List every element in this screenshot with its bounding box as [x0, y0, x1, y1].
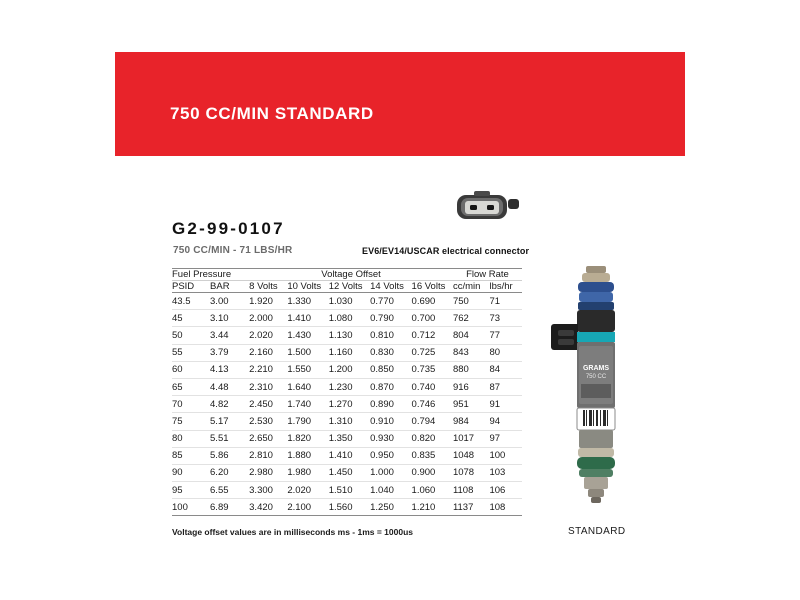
- table-row: [172, 430, 522, 447]
- cell-10v: 2.100: [287, 499, 328, 516]
- injector-image: [548, 264, 644, 522]
- column-header-12v: 12 Volts: [329, 281, 370, 293]
- cell-16v: 0.725: [412, 344, 453, 361]
- table-row: [172, 447, 522, 464]
- table-row: [172, 464, 522, 481]
- cell-bar: 6.89: [210, 499, 249, 516]
- group-header-voltage-offset: Voltage Offset: [249, 269, 453, 281]
- cell-10v: 1.500: [287, 344, 328, 361]
- cell-8v: 2.650: [249, 430, 287, 447]
- cell-12v: 1.510: [329, 482, 370, 499]
- cell-10v: 1.980: [287, 464, 328, 481]
- cell-16v: 1.210: [412, 499, 453, 516]
- cell-lbshr: 108: [489, 499, 522, 516]
- cell-8v: 2.810: [249, 447, 287, 464]
- cell-16v: 0.700: [412, 310, 453, 327]
- cell-10v: 1.330: [287, 293, 328, 310]
- cell-ccmin: 762: [453, 310, 490, 327]
- cell-14v: 1.250: [370, 499, 411, 516]
- cell-10v: 2.020: [287, 482, 328, 499]
- column-header-10v: 10 Volts: [287, 281, 328, 293]
- cell-bar: 4.48: [210, 378, 249, 395]
- cell-bar: 6.20: [210, 464, 249, 481]
- column-header-lbshr: lbs/hr: [489, 281, 522, 293]
- cell-12v: 1.230: [329, 378, 370, 395]
- cell-ccmin: 916: [453, 378, 490, 395]
- cell-12v: 1.270: [329, 396, 370, 413]
- cell-16v: 1.060: [412, 482, 453, 499]
- cell-lbshr: 91: [489, 396, 522, 413]
- cell-10v: 1.430: [287, 327, 328, 344]
- cell-ccmin: 750: [453, 293, 490, 310]
- cell-14v: 0.890: [370, 396, 411, 413]
- cell-14v: 0.870: [370, 378, 411, 395]
- table-row: [172, 413, 522, 430]
- cell-16v: 0.820: [412, 430, 453, 447]
- cell-16v: 0.900: [412, 464, 453, 481]
- cell-12v: 1.080: [329, 310, 370, 327]
- cell-8v: 3.300: [249, 482, 287, 499]
- cell-14v: 0.930: [370, 430, 411, 447]
- cell-10v: 1.740: [287, 396, 328, 413]
- cell-bar: 5.17: [210, 413, 249, 430]
- spec-table-container: [172, 268, 522, 516]
- injector-caption: STANDARD: [568, 526, 626, 537]
- column-header-ccmin: cc/min: [453, 281, 490, 293]
- spec-table: [172, 268, 522, 516]
- cell-ccmin: 880: [453, 361, 490, 378]
- table-group-header-row: [172, 269, 522, 281]
- cell-12v: 1.030: [329, 293, 370, 310]
- cell-12v: 1.350: [329, 430, 370, 447]
- cell-12v: 1.560: [329, 499, 370, 516]
- cell-psid: 85: [172, 447, 210, 464]
- cell-14v: 0.910: [370, 413, 411, 430]
- cell-psid: 70: [172, 396, 210, 413]
- cell-14v: 0.830: [370, 344, 411, 361]
- cell-lbshr: 106: [489, 482, 522, 499]
- cell-lbshr: 77: [489, 327, 522, 344]
- cell-8v: 2.160: [249, 344, 287, 361]
- connector-caption: EV6/EV14/USCAR electrical connector: [362, 246, 530, 256]
- table-body: [172, 293, 522, 516]
- table-row: [172, 396, 522, 413]
- cell-8v: 2.530: [249, 413, 287, 430]
- cell-12v: 1.130: [329, 327, 370, 344]
- cell-16v: 0.712: [412, 327, 453, 344]
- cell-psid: 55: [172, 344, 210, 361]
- cell-8v: 2.310: [249, 378, 287, 395]
- cell-psid: 95: [172, 482, 210, 499]
- cell-10v: 1.410: [287, 310, 328, 327]
- table-row: [172, 361, 522, 378]
- cell-psid: 100: [172, 499, 210, 516]
- cell-12v: 1.450: [329, 464, 370, 481]
- part-number: G2-99-0107: [172, 219, 285, 238]
- header-banner: [115, 52, 685, 156]
- column-header-16v: 16 Volts: [412, 281, 453, 293]
- cell-psid: 80: [172, 430, 210, 447]
- cell-8v: 2.210: [249, 361, 287, 378]
- cell-10v: 1.640: [287, 378, 328, 395]
- cell-lbshr: 80: [489, 344, 522, 361]
- cell-14v: 0.790: [370, 310, 411, 327]
- cell-14v: 0.850: [370, 361, 411, 378]
- column-header-bar: BAR: [210, 281, 249, 293]
- cell-14v: 0.770: [370, 293, 411, 310]
- cell-ccmin: 1108: [453, 482, 490, 499]
- cell-ccmin: 1017: [453, 430, 490, 447]
- cell-8v: 2.980: [249, 464, 287, 481]
- cell-16v: 0.746: [412, 396, 453, 413]
- cell-ccmin: 1048: [453, 447, 490, 464]
- cell-ccmin: 843: [453, 344, 490, 361]
- cell-10v: 1.880: [287, 447, 328, 464]
- cell-8v: 2.000: [249, 310, 287, 327]
- cell-ccmin: 804: [453, 327, 490, 344]
- cell-psid: 43.5: [172, 293, 210, 310]
- page-title: 750 CC/MIN STANDARD: [170, 104, 374, 123]
- cell-bar: 3.44: [210, 327, 249, 344]
- cell-psid: 65: [172, 378, 210, 395]
- cell-8v: 3.420: [249, 499, 287, 516]
- cell-lbshr: 71: [489, 293, 522, 310]
- cell-12v: 1.200: [329, 361, 370, 378]
- table-footnote: Voltage offset values are in milliseconds ms - 1ms = 1000us: [172, 527, 414, 537]
- cell-psid: 45: [172, 310, 210, 327]
- table-row: [172, 310, 522, 327]
- cell-16v: 0.794: [412, 413, 453, 430]
- cell-8v: 2.450: [249, 396, 287, 413]
- cell-lbshr: 84: [489, 361, 522, 378]
- cell-ccmin: 951: [453, 396, 490, 413]
- cell-8v: 1.920: [249, 293, 287, 310]
- cell-16v: 0.690: [412, 293, 453, 310]
- cell-ccmin: 1137: [453, 499, 490, 516]
- cell-ccmin: 984: [453, 413, 490, 430]
- cell-bar: 4.13: [210, 361, 249, 378]
- cell-lbshr: 94: [489, 413, 522, 430]
- cell-12v: 1.410: [329, 447, 370, 464]
- cell-ccmin: 1078: [453, 464, 490, 481]
- part-subtitle: 750 CC/MIN - 71 LBS/HR: [173, 245, 293, 256]
- cell-14v: 0.950: [370, 447, 411, 464]
- cell-10v: 1.550: [287, 361, 328, 378]
- cell-10v: 1.790: [287, 413, 328, 430]
- table-row: [172, 344, 522, 361]
- cell-10v: 1.820: [287, 430, 328, 447]
- cell-psid: 50: [172, 327, 210, 344]
- cell-lbshr: 100: [489, 447, 522, 464]
- svg-text:750 CC: 750 CC: [585, 374, 607, 380]
- column-header-14v: 14 Volts: [370, 281, 411, 293]
- cell-psid: 75: [172, 413, 210, 430]
- cell-16v: 0.835: [412, 447, 453, 464]
- cell-12v: 1.310: [329, 413, 370, 430]
- cell-16v: 0.740: [412, 378, 453, 395]
- cell-bar: 5.51: [210, 430, 249, 447]
- cell-16v: 0.735: [412, 361, 453, 378]
- table-row: [172, 499, 522, 516]
- table-row: [172, 293, 522, 310]
- cell-lbshr: 97: [489, 430, 522, 447]
- group-header-flow-rate: Flow Rate: [453, 269, 522, 281]
- svg-text:GRAMS: GRAMS: [582, 365, 610, 372]
- table-row: [172, 482, 522, 499]
- cell-bar: 5.86: [210, 447, 249, 464]
- cell-bar: 3.00: [210, 293, 249, 310]
- cell-8v: 2.020: [249, 327, 287, 344]
- column-header-8v: 8 Volts: [249, 281, 287, 293]
- group-header-fuel-pressure: Fuel Pressure: [172, 269, 249, 281]
- cell-bar: 3.79: [210, 344, 249, 361]
- table-row: [172, 327, 522, 344]
- table-row: [172, 378, 522, 395]
- cell-psid: 90: [172, 464, 210, 481]
- cell-bar: 6.55: [210, 482, 249, 499]
- electrical-connector-image: [452, 186, 524, 230]
- cell-psid: 60: [172, 361, 210, 378]
- cell-14v: 0.810: [370, 327, 411, 344]
- cell-14v: 1.040: [370, 482, 411, 499]
- cell-14v: 1.000: [370, 464, 411, 481]
- column-header-psid: PSID: [172, 281, 210, 293]
- table-column-header-row: [172, 281, 522, 293]
- cell-lbshr: 103: [489, 464, 522, 481]
- cell-bar: 3.10: [210, 310, 249, 327]
- cell-lbshr: 73: [489, 310, 522, 327]
- cell-bar: 4.82: [210, 396, 249, 413]
- cell-lbshr: 87: [489, 378, 522, 395]
- cell-12v: 1.160: [329, 344, 370, 361]
